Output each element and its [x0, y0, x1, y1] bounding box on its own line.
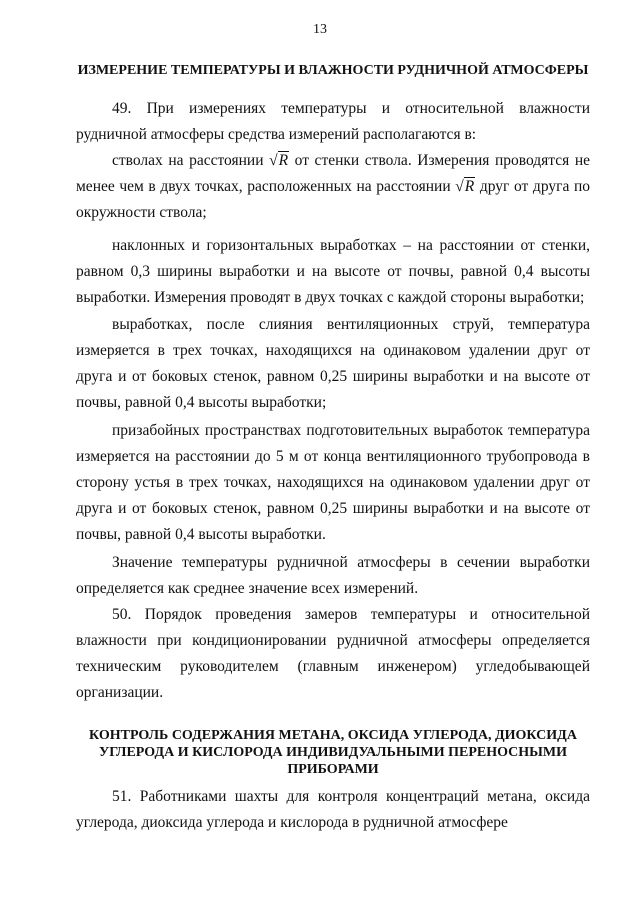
section-heading-temperature-humidity: ИЗМЕРЕНИЕ ТЕМПЕРАТУРЫ И ВЛАЖНОСТИ РУДНИЧНОЙ АТМОСФЕРЫ — [77, 63, 589, 78]
page-number: 13 — [313, 22, 327, 37]
paragraph-workings-after-merge: выработках, после слияния вентиляционных струй, температура измеряется в трех точках, находящихся на одинаковом удалении друг от друга и от боковых стенок, равном 0,25 ширины выработки и на высоте от почвы, равной 0,4 высоты выработки; — [76, 316, 590, 411]
sqrt-variable: R — [278, 152, 289, 169]
paragraph-49: 49. При измерениях температуры и относительной влажности рудничной атмосферы средства измерений располагаются в: — [76, 100, 590, 143]
paragraph-50: 50. Порядок проведения замеров температуры и относительной влажности при кондиционировании рудничной атмосферы определяется техническим руководителем (главным инженером) угледобывающей организации. — [76, 606, 590, 701]
paragraph-inclined-workings: наклонных и горизонтальных выработках – на расстоянии от стенки, равном 0,3 ширины выработки и на высоте от почвы, равной 0,4 высоты выработки. Измерения проводят в двух точках с каждой стороны выработки; — [76, 237, 590, 306]
paragraph-shafts — [76, 148, 590, 226]
sqrt-r-formula — [455, 177, 475, 195]
sqrt-symbol: √ — [269, 152, 278, 169]
paragraph-51: 51. Работниками шахты для контроля концентраций метана, оксида углерода, диоксида углерода и кислорода в рудничной атмосфере — [76, 788, 590, 831]
sqrt-variable: R — [464, 178, 475, 195]
sqrt-r-formula — [269, 151, 289, 169]
section-heading-gas-control: КОНТРОЛЬ СОДЕРЖАНИЯ МЕТАНА, ОКСИДА УГЛЕРОДА, ДИОКСИДА УГЛЕРОДА И КИСЛОРОДА ИНДИВИДУАЛЬНЫМИ ПЕРЕНОСНЫМИ ПРИБОРАМИ — [89, 728, 577, 777]
paragraph-temperature-value: Значение температуры рудничной атмосферы в сечении выработки определяется как среднее значение всех измерений. — [76, 554, 590, 597]
paragraph-shafts-part-2: от стенки ствола. Измерения проводятся не менее чем в двух точках, расположенных на расстоянии — [76, 152, 591, 195]
paragraph-shafts-part-3: друг от друга по окружности ствола; — [76, 178, 590, 221]
paragraph-face-spaces: призабойных пространствах подготовительных выработок температура измеряется на расстоянии до 5 м от конца вентиляционного трубопровода в сторону устья в трех точках, находящихся на одинаковом удалении друг от друга и от боковых стенок, равном 0,25 ширины выработки и на высоте от почвы, равной 0,4 высоты выработки. — [76, 422, 590, 543]
sqrt-symbol: √ — [455, 178, 464, 195]
paragraph-shafts-part-1: стволах на расстоянии — [112, 152, 264, 169]
